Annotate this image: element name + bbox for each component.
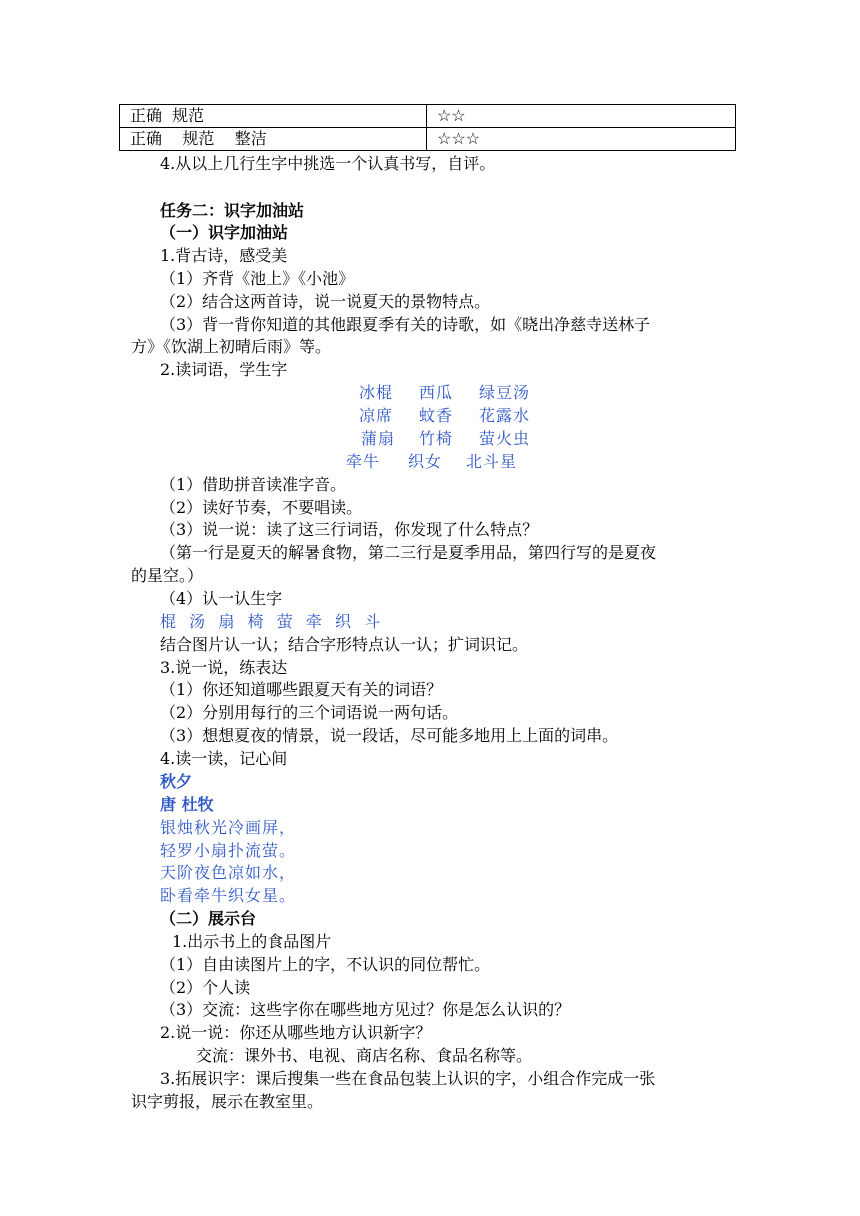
word: 冰棍 <box>359 383 394 402</box>
rubric-table <box>119 104 736 151</box>
word: 蒲扇 <box>361 429 396 448</box>
word: 蚊香 <box>419 406 454 425</box>
item1-1: （1）齐背《池上》《小池》 <box>160 269 355 288</box>
s2-item1-title: 1.出示书上的食品图片 <box>172 932 332 951</box>
s2-item3a: 3.拓展识字：课后搜集一些在食品包装上认识的字，小组合作完成一张 <box>160 1069 656 1088</box>
word-row-3 <box>361 428 530 450</box>
poem-line: 银烛秋光冷画屏， <box>160 818 297 837</box>
task2-title: 任务二：识字加油站 <box>160 201 305 220</box>
section1-title: （一）识字加油站 <box>160 223 289 242</box>
word-row-1 <box>359 382 530 404</box>
item2-1: （1）借助拼音读准字音。 <box>160 475 347 494</box>
item1-title: 1.背古诗，感受美 <box>160 246 288 265</box>
poem-author: 唐 杜牧 <box>160 795 214 814</box>
new-characters: 棍 汤 扇 椅 萤 牵 织 斗 <box>160 612 382 631</box>
word: 织女 <box>408 452 443 471</box>
word: 竹椅 <box>419 429 454 448</box>
s2-item3b: 识字剪报，展示在教室里。 <box>131 1092 324 1111</box>
word: 凉席 <box>359 406 394 425</box>
item3-title: 3.说一说，练表达 <box>160 658 288 677</box>
table-row <box>120 128 736 151</box>
s2-item1-2: （2）个人读 <box>160 978 251 997</box>
s2-item1-3: （3）交流：这些字你在哪些地方见过？你是怎么认识的？ <box>160 1000 571 1019</box>
item1-3b: 方》《饮湖上初晴后雨》等。 <box>131 337 332 356</box>
item2-method: 结合图片认一认；结合字形特点认一认；扩词识记。 <box>160 635 529 654</box>
word: 萤火虫 <box>479 429 531 448</box>
rubric-criteria: 正确 规范 整洁 <box>120 128 427 151</box>
item3-1: （1）你还知道哪些跟夏天有关的词语？ <box>160 680 443 699</box>
word: 西瓜 <box>419 383 454 402</box>
item3-3: （3）想想夏夜的情景，说一段话，尽可能多地用上上面的词串。 <box>160 726 619 745</box>
item2-note-a: （第一行是夏天的解暑食物，第二三行是夏季用品，第四行写的是夏夜 <box>160 543 657 562</box>
word: 绿豆汤 <box>479 383 531 402</box>
rubric-stars: ☆☆ <box>427 105 736 128</box>
s2-item2-answer: 交流：课外书、电视、商店名称、食品名称等。 <box>196 1046 533 1065</box>
item2-3: （3）说一说：读了这三行词语，你发现了什么特点？ <box>160 520 539 539</box>
poem-title: 秋夕 <box>160 772 193 791</box>
task1-step4: 4.从以上几行生字中挑选一个认真书写，自评。 <box>160 154 496 173</box>
poem-line: 轻罗小扇扑流萤。 <box>160 841 297 860</box>
item4-title: 4.读一读，记心间 <box>160 749 288 768</box>
s2-item1-1: （1）自由读图片上的字，不认识的同位帮忙。 <box>160 955 491 974</box>
word: 花露水 <box>479 406 531 425</box>
item2-title: 2.读词语，学生字 <box>160 360 288 379</box>
item1-3a: （3）背一背你知道的其他跟夏季有关的诗歌，如《晓出净慈寺送林子 <box>160 315 651 334</box>
rubric-stars: ☆☆☆ <box>427 128 736 151</box>
rubric-criteria: 正确 规范 <box>120 105 427 128</box>
s2-item2-title: 2.说一说：你还从哪些地方认识新字？ <box>160 1023 432 1042</box>
word: 北斗星 <box>466 452 518 471</box>
poem-line: 天阶夜色凉如水， <box>160 863 297 882</box>
table-row <box>120 105 736 128</box>
item2-note-b: 的星空。） <box>131 566 204 585</box>
item2-4: （4）认一认生字 <box>160 589 283 608</box>
item3-2: （2）分别用每行的三个词语说一两句话。 <box>160 703 459 722</box>
word-row-4 <box>346 451 517 473</box>
poem-line: 卧看牵牛织女星。 <box>160 886 297 905</box>
word: 牵牛 <box>346 452 381 471</box>
item1-2: （2）结合这两首诗，说一说夏天的景物特点。 <box>160 292 491 311</box>
word-row-2 <box>359 405 530 427</box>
item2-2: （2）读好节奏，不要唱读。 <box>160 498 363 517</box>
section2-title: （二）展示台 <box>160 909 257 928</box>
